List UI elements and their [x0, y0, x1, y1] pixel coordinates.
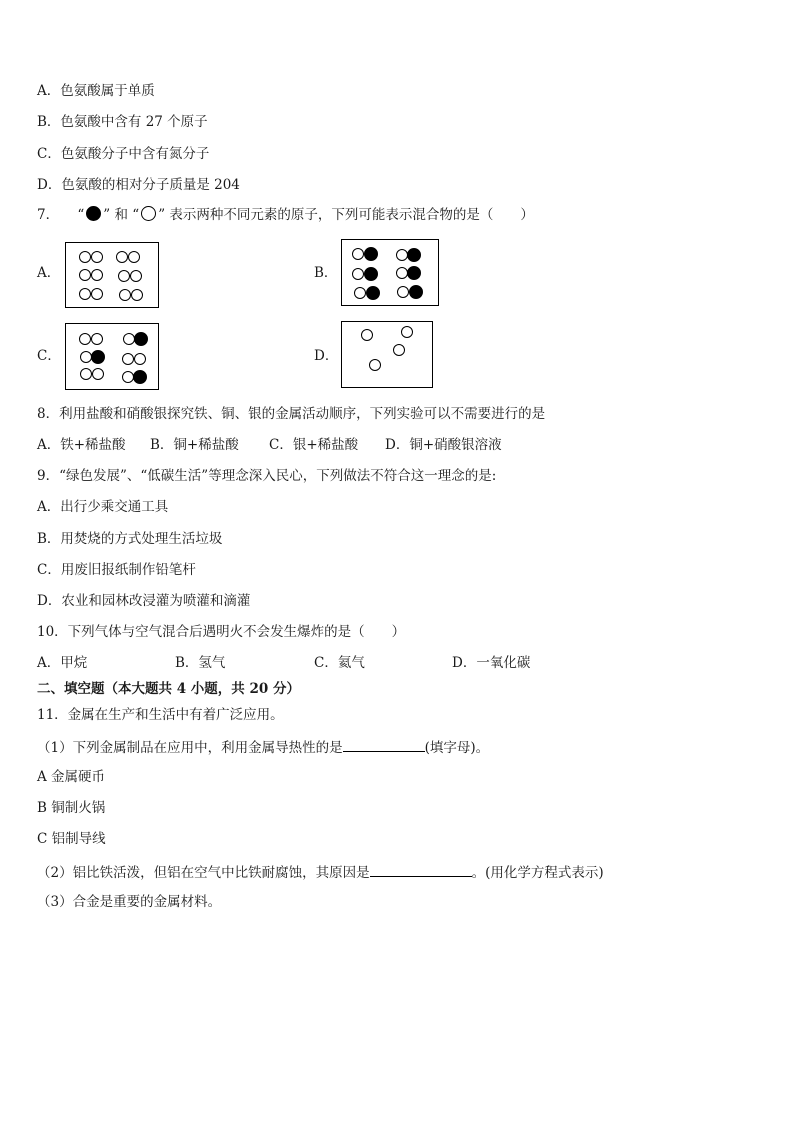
- q11-item-c: C 铝制导线: [37, 831, 106, 847]
- q8-option-c: C．银+稀盐酸: [269, 437, 359, 453]
- q11-sub1-blank[interactable]: [343, 737, 425, 752]
- q7-text-rest: ” 表示两种不同元素的原子，下列可能表示混合物的是（ ）: [158, 207, 534, 223]
- q8-option-b: B．铜+稀盐酸: [150, 437, 239, 453]
- q6-option-b: B．色氨酸中含有 27 个原子: [37, 114, 208, 130]
- section-2-title: 二、填空题（本大题共 4 小题，共 20 分）: [37, 681, 300, 697]
- q9-option-b: B．用焚烧的方式处理生活垃圾: [37, 531, 223, 547]
- q7-text-and: ” 和 “: [103, 207, 140, 223]
- q7-label-d: D．: [314, 348, 339, 364]
- q7-diagram-c: [65, 323, 159, 390]
- q7-stem: [37, 206, 534, 224]
- q11-item-a: A 金属硬币: [37, 769, 106, 785]
- white-atom-icon: [141, 206, 156, 221]
- q9-option-a: A．出行少乘交通工具: [37, 499, 169, 515]
- q10-option-a: A．甲烷: [37, 655, 88, 671]
- q10-option-c: C．氦气: [314, 655, 365, 671]
- q8-option-a: A．铁+稀盐酸: [37, 437, 126, 453]
- q10-option-d: D．一氧化碳: [452, 655, 531, 671]
- q11-item-b: B 铜制火锅: [37, 800, 106, 816]
- q11-sub3: （3）合金是重要的金属材料。: [37, 894, 222, 910]
- q7-diagram-b: [341, 239, 439, 306]
- q7-label-b: B．: [314, 265, 338, 281]
- q6-option-d: D．色氨酸的相对分子质量是 204: [37, 177, 240, 193]
- q10-options: [0, 654, 794, 672]
- q7-diagram-a: [65, 242, 159, 308]
- q7-diagram-d: [341, 321, 433, 388]
- q7-label-c: C．: [37, 348, 61, 364]
- q7-quote-open: “: [77, 207, 85, 223]
- q11-sub1-text: （1）下列金属制品在应用中，利用金属导热性的是: [37, 740, 343, 756]
- q11-stem: 11．金属在生产和生活中有着广泛应用。: [37, 707, 284, 723]
- q10-stem: 10．下列气体与空气混合后遇明火不会发生爆炸的是（ ）: [37, 624, 406, 640]
- q11-sub2: [37, 862, 604, 882]
- black-atom-icon: [86, 206, 101, 221]
- q8-stem: 8．利用盐酸和硝酸银探究铁、铜、银的金属活动顺序，下列实验可以不需要进行的是: [37, 406, 546, 422]
- q8-options: [0, 436, 794, 454]
- q11-sub1: [37, 737, 489, 757]
- q9-stem: 9．“绿色发展”、“低碳生活”等理念深入民心，下列做法不符合这一理念的是:: [37, 468, 497, 484]
- q6-option-c: C．色氨酸分子中含有氮分子: [37, 146, 210, 162]
- q8-option-d: D．铜+硝酸银溶液: [385, 437, 502, 453]
- q11-sub2-suffix: 。(用化学方程式表示): [471, 865, 604, 881]
- q7-number: 7．: [37, 207, 60, 223]
- q7-label-a: A．: [37, 265, 61, 281]
- q11-sub2-text: （2）铝比铁活泼，但铝在空气中比铁耐腐蚀，其原因是: [37, 865, 370, 881]
- q10-option-b: B．氢气: [175, 655, 226, 671]
- q6-option-a: A．色氨酸属于单质: [37, 83, 155, 99]
- q9-option-d: D．农业和园林改浸灌为喷灌和滴灌: [37, 593, 251, 609]
- q9-option-c: C．用废旧报纸制作铅笔杆: [37, 562, 196, 578]
- q11-sub2-blank[interactable]: [370, 862, 472, 877]
- q11-sub1-suffix: (填字母)。: [424, 740, 490, 756]
